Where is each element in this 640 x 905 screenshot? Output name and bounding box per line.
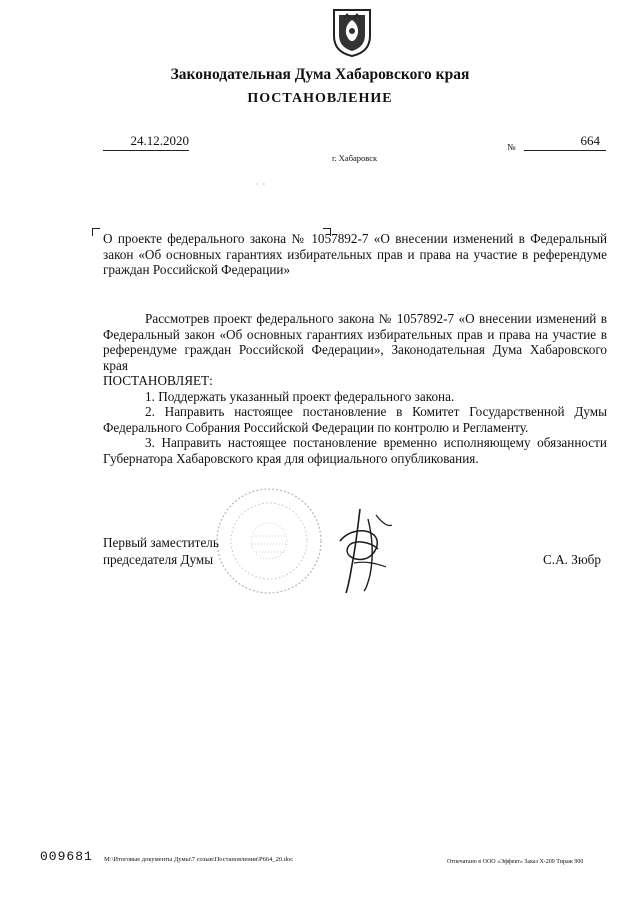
resolution-item: 1. Поддержать указанный проект федерального закона. (145, 388, 455, 404)
stamp-seal (214, 486, 324, 596)
document-type-title: ПОСТАНОВЛЕНИЕ (247, 91, 393, 106)
number-label: № (507, 142, 516, 152)
document-subject: О проекте федерального закона № 1057892-7 «О внесении изменений в Федеральный закон «Об основных гарантиях избирательных прав и права на участие в референдуме граждан Российской Федерации» (103, 231, 607, 277)
print-info: Отпечатано в ООО «Эффект» Заказ X-209 Тираж 900 (447, 859, 584, 865)
preamble-paragraph: Рассмотрев проект федерального закона № 1057892-7 «О внесении изменений в Федеральный закон «Об основных гарантиях избирательных прав и права на участие в референдуме граждан Российской Федерации», Законодательная Дума Хабаровского края (103, 311, 607, 373)
signer-position-line1: Первый заместитель (103, 535, 219, 550)
document-number: 664 (524, 133, 606, 151)
organization-title: Законодательная Дума Хабаровского края (170, 66, 470, 83)
resolution-item: 2. Направить настоящее постановление в Комитет Государственной Думы Федерального Собрания Российской Федерации по контролю и Регламенту. (103, 404, 607, 435)
document-body (103, 311, 607, 466)
document-date: 24.12.2020 (103, 133, 189, 151)
city-label: г. Хабаровск (332, 153, 378, 163)
file-path: M:\Итоговые документы Думы\7 созыв\Постановления\P664_20.doc (104, 856, 294, 863)
scan-dots: · · (256, 180, 267, 189)
resolves-heading: ПОСТАНОВЛЯЕТ: (103, 373, 213, 388)
resolution-item: 3. Направить настоящее постановление временно исполняющему обязанности Губернатора Хабаровского края для официального опубликования. (103, 435, 607, 466)
document-code: 009681 (40, 849, 93, 864)
signer-position-line2: председателя Думы (103, 552, 214, 567)
coat-of-arms-icon (330, 6, 374, 58)
subject-corner-mark-left (92, 228, 100, 236)
handwritten-signature (330, 505, 394, 595)
signer-name: С.А. Зюбр (543, 552, 601, 567)
signer-position (103, 534, 219, 568)
